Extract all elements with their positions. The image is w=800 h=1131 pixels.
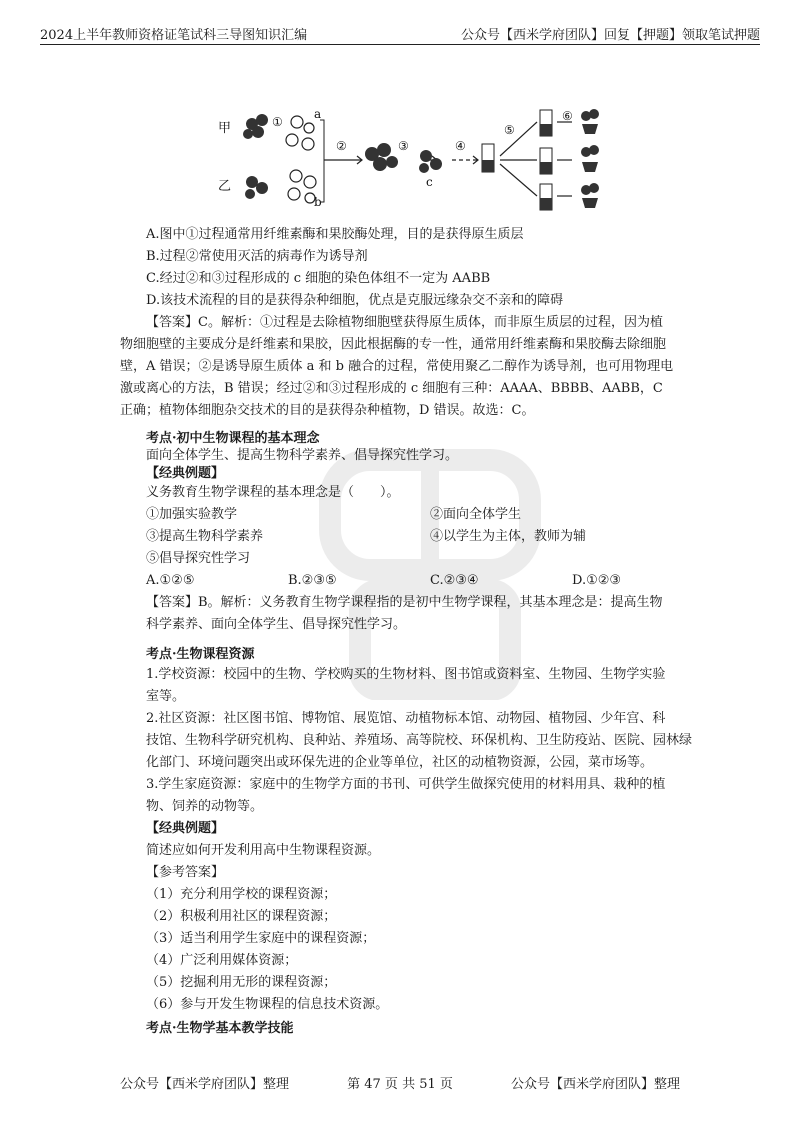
choice-c: C.②③④ bbox=[430, 573, 479, 588]
sec1-answer-line: 【答案】B。解析：义务教育生物学课程指的是初中生物学课程，其基本理念是：提高生物 bbox=[146, 595, 663, 610]
choice-b: B.②③⑤ bbox=[288, 573, 337, 588]
reference-item: （4）广泛利用媒体资源； bbox=[146, 953, 298, 968]
q1-option-c: C.经过②和③过程形成的 c 细胞的染色体组不一定为 AABB bbox=[146, 271, 491, 286]
q1-answer-line: 【答案】C。解析：①过程是去除植物细胞壁获得原生质体，而非原生质层的过程，因为植 bbox=[146, 315, 663, 330]
q1-option-b: B.过程②常使用灭活的病毒作为诱导剂 bbox=[146, 249, 368, 264]
choice-a: A.①②⑤ bbox=[146, 573, 195, 588]
label-a: a bbox=[314, 107, 322, 121]
page-footer bbox=[120, 1073, 680, 1092]
example-label: 【经典例题】 bbox=[146, 466, 225, 481]
page-header bbox=[40, 22, 760, 45]
q1-answer-line: 壁，A 错误；②是诱导原生质体 a 和 b 融合的过程，常使用聚乙二醇作为诱导剂，也可用物理电 bbox=[120, 359, 674, 374]
sec2-para: 3.学生家庭资源：家庭中的生物学方面的书刊、可供学生做探究使用的材料用具、栽种的植 bbox=[146, 777, 666, 792]
q1-answer-line: 物细胞壁的主要成分是纤维素和果胶，因此根据酶的专一性，通常用纤维素酶和果胶酶去除细胞 bbox=[120, 337, 667, 352]
step-3-label: ③ bbox=[398, 139, 409, 153]
label-c: c bbox=[426, 175, 433, 189]
item: ④以学生为主体，教师为辅 bbox=[430, 529, 587, 544]
example-question: 简述应如何开发利用高中生物课程资源。 bbox=[146, 843, 381, 858]
sec2-para: 化部门、环境问题突出或环保先进的企业等单位，社区的动植物资源，公园，菜市场等。 bbox=[146, 755, 654, 770]
section-body: 面向全体学生、提高生物科学素养、倡导探究性学习。 bbox=[146, 448, 459, 463]
step-6-label: ⑥ bbox=[562, 109, 573, 123]
sec2-para: 技馆、生物科学研究机构、良种站、养殖场、高等院校、环保机构、卫生防疫站、医院、园林绿 bbox=[146, 733, 693, 748]
item: ⑤倡导探究性学习 bbox=[146, 551, 251, 566]
section-title: 考点·生物课程资源 bbox=[146, 647, 255, 662]
reference-item: （6）参与开发生物课程的信息技术资源。 bbox=[146, 997, 389, 1012]
reference-item: （5）挖掘利用无形的课程资源； bbox=[146, 975, 337, 990]
label-b: b bbox=[314, 195, 322, 209]
label-yi: 乙 bbox=[218, 179, 232, 194]
sec1-answer-line: 科学素养、面向全体学生、倡导探究性学习。 bbox=[146, 617, 407, 632]
footer-right-text: 公众号【西米学府团队】整理 bbox=[510, 1077, 680, 1092]
cells-jia bbox=[243, 114, 268, 139]
choice-d: D.①②③ bbox=[572, 573, 622, 588]
header-left-text: 2024上半年教师资格证笔试科三导图知识汇编 bbox=[40, 27, 308, 43]
item-row bbox=[146, 552, 682, 565]
item: ③提高生物科学素养 bbox=[146, 529, 264, 544]
reference-item: （2）积极利用社区的课程资源； bbox=[146, 909, 337, 924]
item: ②面向全体学生 bbox=[430, 507, 522, 522]
sec2-para: 物、饲养的动物等。 bbox=[146, 799, 264, 814]
item: ①加强实验教学 bbox=[146, 507, 238, 522]
q1-answer-line: 正确；植物体细胞杂交技术的目的是获得杂种植物，D 错误。故选：C。 bbox=[120, 403, 535, 418]
sec2-para: 1.学校资源：校园中的生物、学校购买的生物材料、图书馆或资料室、生物园、生物学实验 bbox=[146, 667, 666, 682]
label-jia: 甲 bbox=[218, 121, 232, 136]
watermark-logo bbox=[300, 440, 560, 700]
q1-option-a: A.图中①过程通常用纤维素酶和果胶酶处理，目的是获得原生质层 bbox=[146, 227, 524, 242]
sec2-para: 2.社区资源：社区图书馆、博物馆、展览馆、动植物标本馆、动物园、植物园、少年宫、科 bbox=[146, 711, 666, 726]
page-number: 第 47 页 共 51 页 bbox=[347, 1077, 453, 1092]
step-5-label: ⑤ bbox=[504, 123, 515, 137]
step-1-label: ① bbox=[272, 115, 283, 129]
section-title: 考点·初中生物课程的基本理念 bbox=[146, 431, 320, 446]
choice-row bbox=[146, 574, 682, 587]
section-title: 考点·生物学基本教学技能 bbox=[146, 1021, 294, 1036]
reference-item: （3）适当利用学生家庭中的课程资源； bbox=[146, 931, 376, 946]
reference-answer-label: 【参考答案】 bbox=[146, 865, 225, 880]
item-row bbox=[146, 508, 682, 521]
example-label: 【经典例题】 bbox=[146, 821, 225, 836]
reference-item: （1）充分利用学校的课程资源； bbox=[146, 887, 337, 902]
cell-fusion-diagram bbox=[212, 104, 612, 216]
q1-option-d: D.该技术流程的目的是获得杂种细胞，优点是克服远缘杂交不亲和的障碍 bbox=[146, 293, 564, 308]
step-2-label: ② bbox=[336, 139, 347, 153]
step-4-label: ④ bbox=[455, 139, 466, 153]
header-right-text: 公众号【西米学府团队】回复【押题】领取笔试押题 bbox=[460, 27, 760, 43]
footer-left-text: 公众号【西米学府团队】整理 bbox=[120, 1077, 290, 1092]
sec2-para: 室等。 bbox=[146, 689, 186, 704]
example-question: 义务教育生物学课程的基本理念是（ ）。 bbox=[146, 485, 400, 500]
item-row bbox=[146, 530, 682, 543]
q1-answer-line: 激或离心的方法，B 错误；经过②和③过程形成的 c 细胞有三种：AAAA、BBBB、AABB，C bbox=[120, 381, 663, 396]
